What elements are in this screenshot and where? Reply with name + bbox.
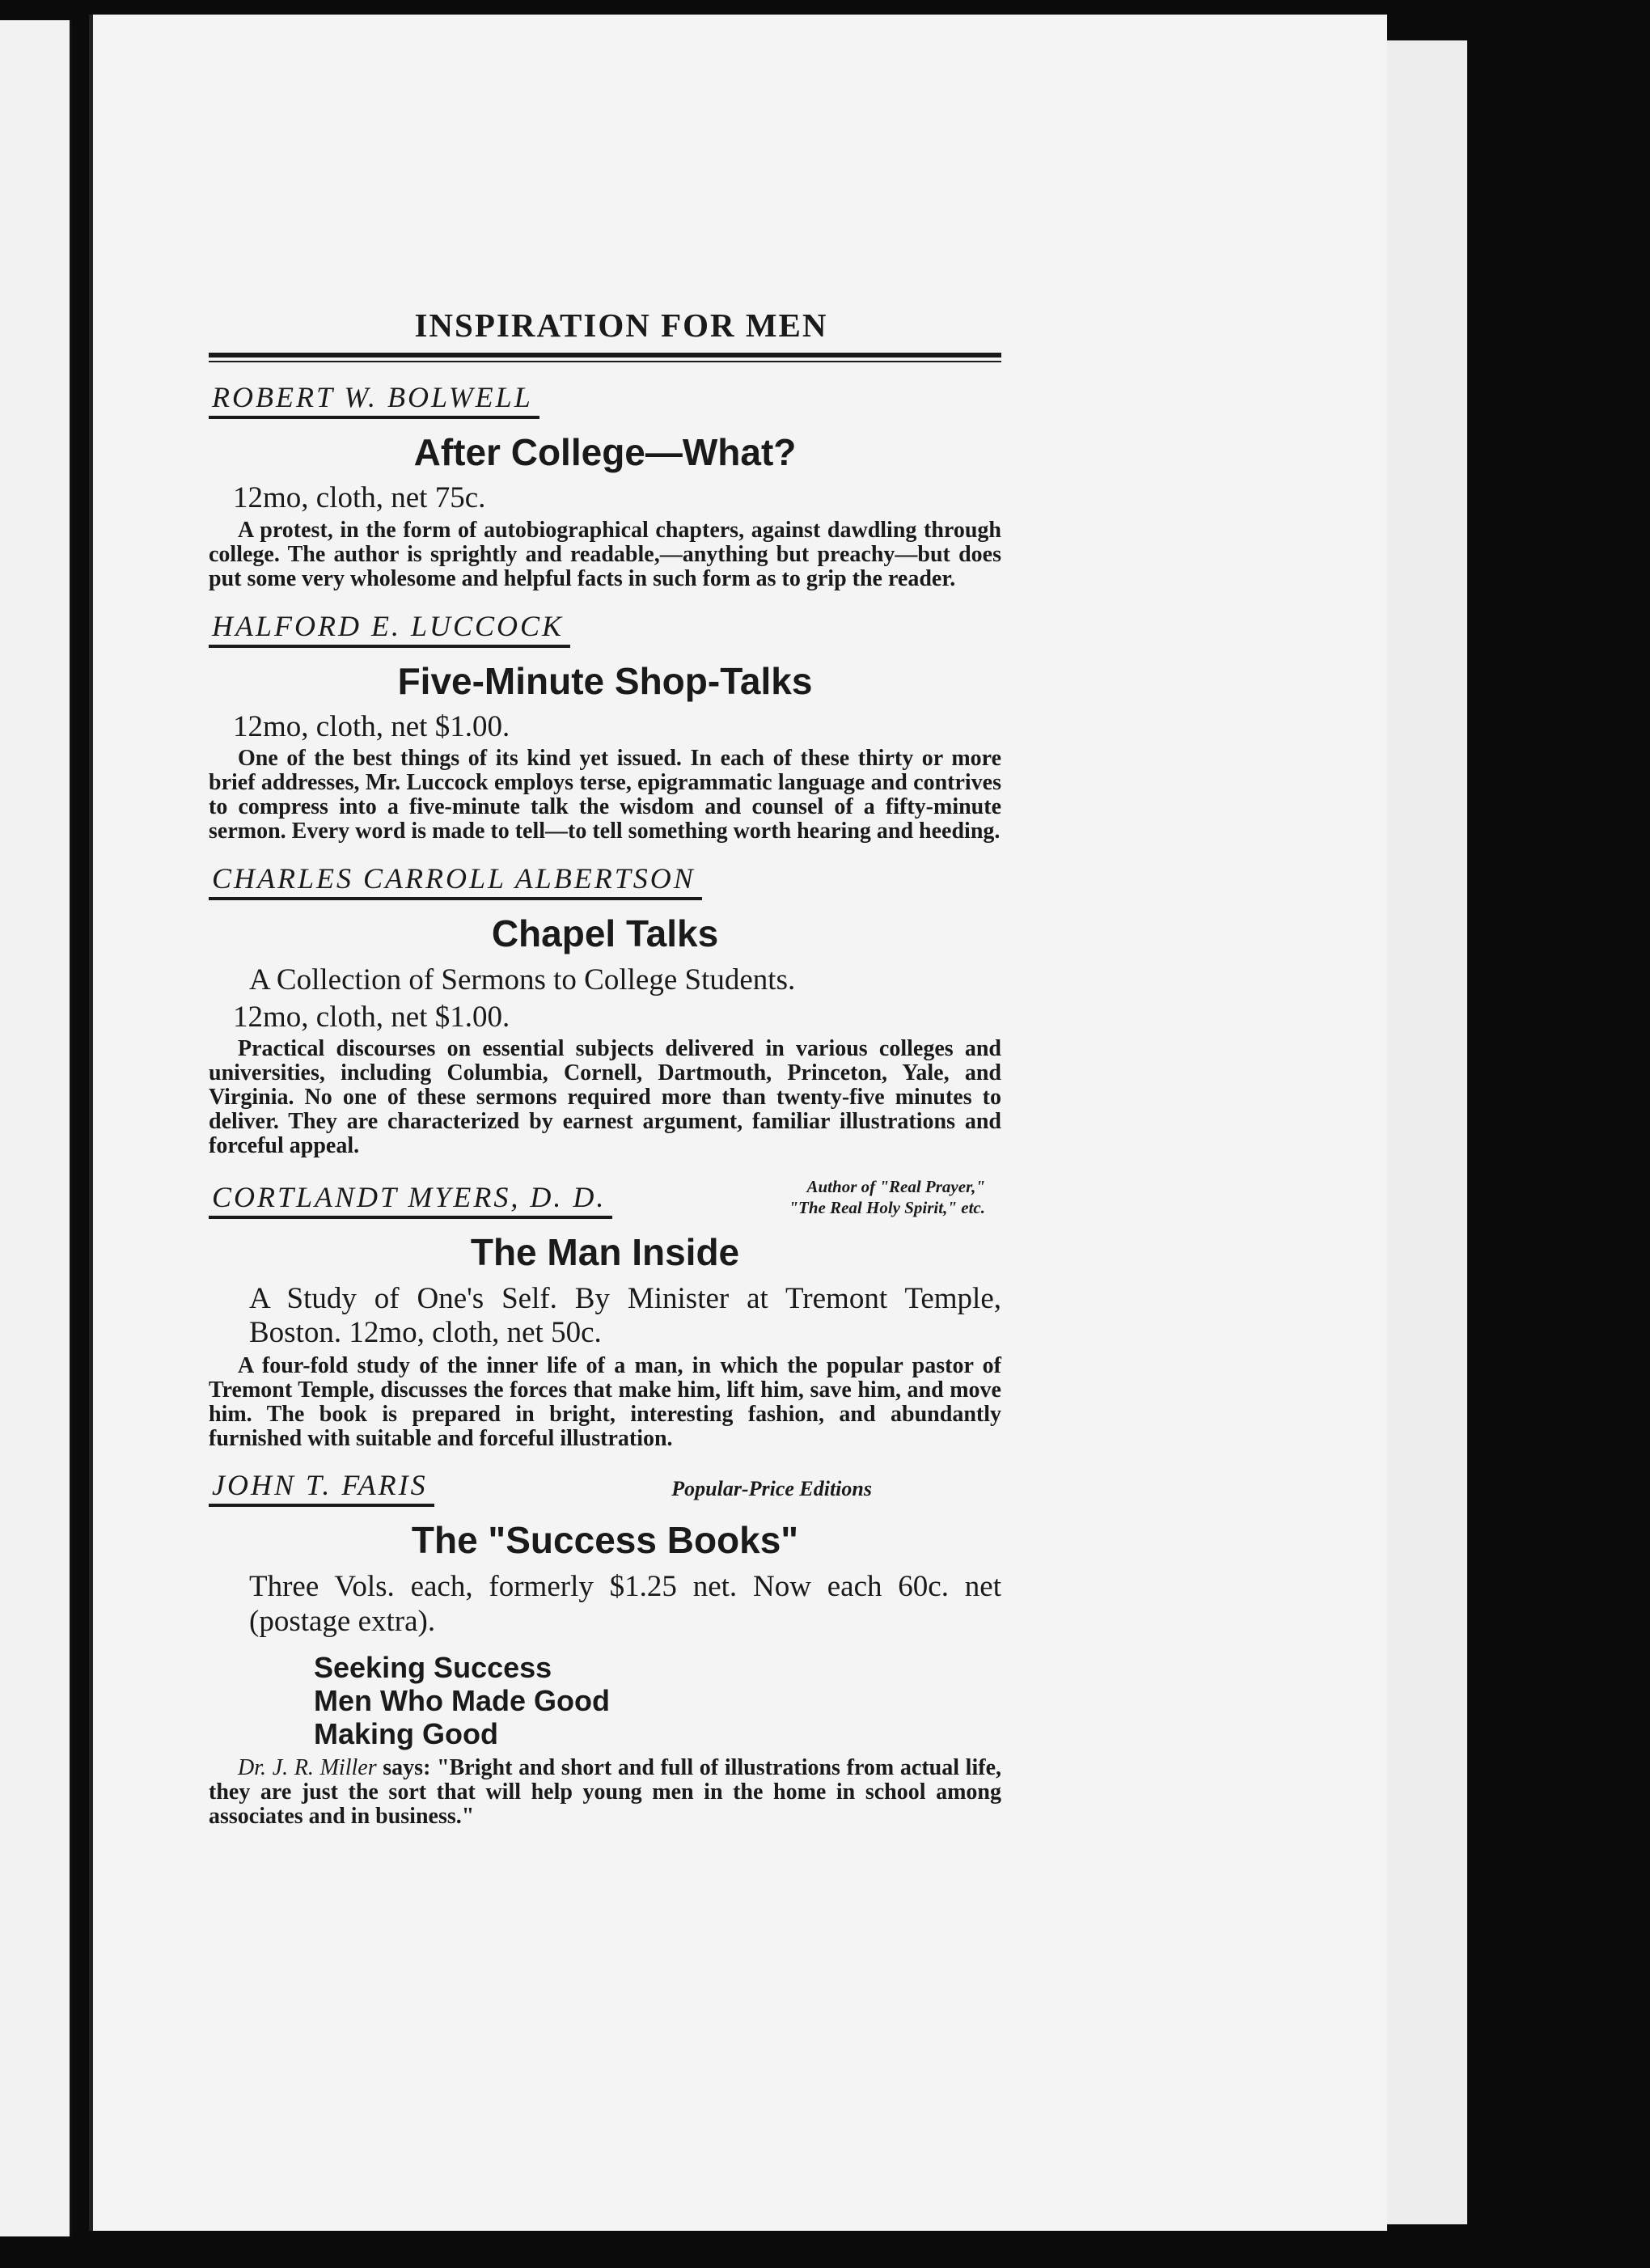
header-rule-thick: [209, 353, 1001, 358]
book-entry-man-inside: [209, 1176, 1001, 1450]
book-description: A four-fold study of the inner life of a man, in which the popular pastor of Tremont Temple, discusses the forces that make him, lift him, save him, and move him. The book is prepared in bright, interesting fashion, and abundantly furnished with suitable and forceful illustration.: [209, 1352, 1001, 1451]
volume-list: [314, 1651, 1001, 1751]
volume-title: Seeking Success: [314, 1650, 552, 1684]
book-subtitle: A Study of One's Self. By Minister at Tremont Temple, Boston. 12mo, cloth, net 50c.: [249, 1281, 1001, 1350]
volume-title: Men Who Made Good: [314, 1683, 610, 1717]
volume-title: Making Good: [314, 1717, 498, 1751]
book-entry-chapel-talks: [209, 861, 1001, 1158]
page-content: [209, 306, 1001, 1829]
book-description: Practical discourses on essential subjects delivered in various colleges and universities, including Columbia, Cornell, Dartmouth, Princeton, Yale, and Virginia. No one of these sermons required more than twenty-five minutes to deliver. They are characterized by earnest argument, familiar illustrations and forceful appeal.: [209, 1036, 1001, 1159]
author-note: [789, 1176, 985, 1219]
book-description: [209, 1756, 1001, 1829]
running-head: INSPIRATION FOR MEN: [414, 307, 828, 344]
quote-attribution: Dr. J. R. Miller: [238, 1754, 377, 1780]
author-name: HALFORD E. LUCCOCK: [209, 609, 570, 648]
book-title: Five-Minute Shop-Talks: [397, 659, 813, 702]
book-format: 12mo, cloth, net $1.00.: [233, 1000, 510, 1034]
book-entry-shop-talks: [209, 609, 1001, 844]
book-format: 12mo, cloth, net $1.00.: [233, 709, 510, 743]
book-subtitle: A Collection of Sermons to College Students.: [249, 963, 796, 997]
book-subtitle: Three Vols. each, formerly $1.25 net. Now each 60c. net (postage extra).: [249, 1570, 1001, 1638]
author-name: JOHN T. FARIS: [209, 1468, 434, 1507]
author-name: ROBERT W. BOLWELL: [209, 380, 539, 419]
header-rule-thin: [209, 361, 1001, 362]
author-name: CHARLES CARROLL ALBERTSON: [209, 861, 702, 900]
quote-text: says: "Bright and short and full of illustrations from actual life, they are just the sort that will help young men in the home in school among associates and in business.": [209, 1754, 1001, 1829]
book-description: One of the best things of its kind yet issued. In each of these thirty or more brief addresses, Mr. Luccock employs terse, epigrammatic language and contrives to compress into a five-minute talk the wisdom and counsel of a fifty-minute sermon. Every word is made to tell—to tell something worth hearing and heeding.: [209, 746, 1001, 844]
book-entry-after-college: [209, 380, 1001, 591]
book-description: A protest, in the form of autobiographical chapters, against dawdling through college. The author is sprightly and readable,—anything but preachy—but does put some very wholesome and helpful facts in such form as to grip the reader.: [209, 517, 1001, 591]
adjacent-page-edge: [0, 20, 72, 2236]
book-title: The Man Inside: [470, 1230, 740, 1273]
book-entry-success-books: [209, 1468, 1001, 1828]
book-title: After College—What?: [413, 431, 797, 473]
book-title: The "Success Books": [411, 1519, 799, 1562]
author-note: Popular-Price Editions: [671, 1476, 872, 1500]
book-format: 12mo, cloth, net 75c.: [233, 481, 486, 514]
author-note-line: Author of "Real Prayer,": [806, 1177, 985, 1197]
author-note-line: "The Real Holy Spirit," etc.: [789, 1198, 985, 1218]
author-name: CORTLANDT MYERS, D. D.: [209, 1180, 612, 1219]
book-title: Chapel Talks: [491, 912, 719, 955]
